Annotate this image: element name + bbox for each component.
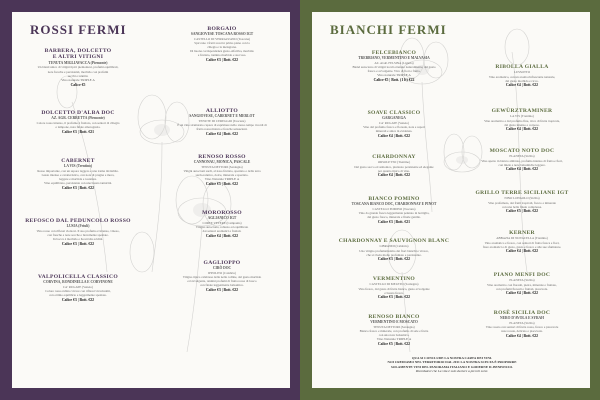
wine-producer: TENUTA MIGLIAVACCA (Piemonte) bbox=[48, 60, 108, 65]
wine-price: Calice €3 | Bott. €22 bbox=[61, 185, 95, 190]
wine-price: Calice €4 | Bott. €22 bbox=[505, 333, 539, 338]
list-item bbox=[462, 148, 582, 172]
wine-producer: LUSIA (Friuli) bbox=[66, 224, 90, 229]
wine-description: CASTELLO POMINO (Toscana) Vino da grande fresca leggermente pennato in bottiglia, dal gusto fresco, minerale e finale gentile. bbox=[358, 207, 430, 220]
wine-description: PLANETA (Sicilia) Vino aperto in bianco ambrato, profumo intenso di frutta e fiori, con miele e note balsamiche leggere. bbox=[481, 154, 563, 167]
list-item bbox=[334, 276, 454, 300]
wine-name: GEWÜRZTRAMINER bbox=[491, 108, 553, 114]
list-item bbox=[462, 190, 582, 214]
list-item bbox=[462, 272, 582, 296]
wine-name: DOLCETTO D'ALBA DOC bbox=[41, 110, 115, 116]
list-item bbox=[18, 218, 138, 247]
list-item bbox=[462, 310, 582, 339]
wine-price: Calice €5 | Bott. €22 bbox=[377, 342, 411, 347]
wine-producer: CANNONAU, MONICA, PASCALE bbox=[193, 160, 251, 165]
wine-price: Calice €4 | Bott. €22 bbox=[505, 83, 539, 88]
wine-name: CABERNET bbox=[61, 158, 95, 164]
wine-description: ORSOLETTO (Trentino) Dal gusto secco ed armonico, piuttosto persistente ed elegante per quanto tipico di vino. bbox=[354, 160, 434, 173]
wine-description: TENUTE DI CEREGGIO (Toscana) È un vino strutturato capace di esprimere nello stesso tempo ricordi di frutta rossa matura e fresche sensazioni. bbox=[177, 119, 267, 132]
wine-name: BORGAIO bbox=[207, 26, 237, 32]
white-wine-page bbox=[312, 12, 590, 388]
list-item bbox=[334, 238, 454, 262]
wine-price: Calice €4 | Bott. €22 bbox=[505, 167, 539, 172]
red-wine-page bbox=[12, 12, 290, 388]
wine-name: SOAVE CLASSICO bbox=[367, 110, 421, 116]
wine-description: CA' RUGATE (Veneto) Colore rosso rubino vivace con riflessi vivacissimi, con ottimo equilibrio e leggermente speziato. bbox=[45, 285, 111, 298]
list-item bbox=[162, 210, 282, 239]
wine-producer: SANGIOVESE, CABERNET E MERLOT bbox=[189, 114, 255, 119]
wine-producer: LA VIS (Trentino) bbox=[63, 164, 93, 169]
list-item bbox=[162, 26, 282, 63]
wine-description: Vino rosso con riflessi violacei. Il suo profumo è intenso, vinoso, con fresche e note secche e lievemente speziate. In bocca è morbido e ha un'alta acidità. bbox=[36, 229, 120, 242]
page-title: ROSSI FERMI bbox=[30, 22, 127, 37]
list-item bbox=[162, 108, 282, 137]
wine-name: GRILLO TERRE SICILIANE IGT bbox=[475, 190, 569, 196]
wine-price: Calice €3 | Bott. €22 bbox=[377, 257, 411, 262]
list-item bbox=[462, 108, 582, 132]
wine-producer: AGLIANICO IGT bbox=[207, 216, 237, 221]
wine-name: FELCEBIANCO bbox=[371, 50, 417, 56]
wine-price: Calice €4 | Bott. €22 bbox=[377, 173, 411, 178]
wine-name: PIANO MENFI DOC bbox=[493, 272, 551, 278]
wine-description: LIBRANDI (Calabria) Uno vitigno profumatissimo dai fiori bianchi e vivace, che si rivela molto profumato e persistente. bbox=[359, 244, 429, 257]
wine-name: VALPOLICELLA CLASSICO bbox=[37, 274, 119, 280]
wine-price: Calice €4 | Bott. €22 bbox=[205, 131, 239, 136]
wine-price: Calice €5 | Bott. €22 bbox=[205, 182, 239, 187]
footer-text: QUA SI CONCLUDE LA NOSTRA CARTA DEI VINI. NOI CREDIAMO NEL TERRITORIO DAL 2011 LA NOSTRA SCELTA È PROPORRE SOLAMENTE VINI DEL PANORAMA ITALIANO E GODERNE IL BENEFICIO. bbox=[387, 356, 517, 369]
wine-price: Calice €5 | Bott. €22 bbox=[505, 209, 539, 214]
wine-description: ABBAZIA DI NOVACELLA (Trentino) Vino aromatico e fresco, con sentori di frutta fresca e fiori, fiore aromatici e di gusto, gusto e fresco e alle sue sfumature. bbox=[482, 236, 562, 249]
wine-description: Un blend unico di vitigni tipici piemontesi, profumi equilibrati, note fresche e persistenti, morbido con profumi secchi e tannini. bbox=[37, 65, 119, 78]
wine-note: Vino naturale TRIPLE A bbox=[377, 73, 411, 78]
wine-producer: SANGIOVESE TOSCANA ROSSO IGT bbox=[190, 32, 254, 37]
wine-price: Calice €3 | Bott. €22 bbox=[205, 57, 239, 62]
wine-price: Calice €3 | Bott. €21 bbox=[377, 219, 411, 224]
wine-description: TENUTA DETTORI (Sardegna) Vitigni autoctoni sardi, al naso fruttato, speziato e della terra sardo-tannico, dolce, minerale e speziato. bbox=[183, 165, 261, 178]
wine-description: CASTELLO DI VERRAZZANO (Toscana) Spiccano i frutti rossi in primo piano con la ciliegia e la melagrana. Di buona corrispondenza gusto-olfattiva, morbido e fruttato, tannino morbido e succoso. bbox=[190, 37, 254, 58]
wine-producer: CIRÒ DOC bbox=[212, 266, 232, 271]
wine-name: MOROROSSO bbox=[202, 210, 242, 216]
wine-producer: TOSCANA BIANCO DOC, CHARDONNAY E PINOT bbox=[351, 202, 437, 207]
list-item bbox=[334, 314, 454, 347]
wine-note: Vino Naturale TRIPLE A bbox=[204, 177, 240, 182]
wine-price: Calice €3 | Bott. €22 bbox=[205, 287, 239, 292]
wine-producer: CORVINA, RONDINELLA E CORVINONE bbox=[43, 280, 113, 285]
wine-note: Vino Naturale TRIPLE A bbox=[376, 337, 412, 342]
wine-name: MOSCATO NOTO DOC bbox=[489, 148, 555, 154]
list-item bbox=[334, 110, 454, 139]
wine-description: TENUTA DETTORI (Sardegna) Bianco fresco e minerale, con profumo di sale e frutta con una nota balsamica. bbox=[359, 325, 429, 338]
wine-name: ALLIOTTO bbox=[205, 108, 239, 114]
wine-price: Calice €3 | Bott. €21 bbox=[61, 129, 95, 134]
wine-description: NINO LONGOLO (Sicilia) Vino profumato, dai frutti tropicali, fresco e minerale con una bella finale complessa. bbox=[488, 196, 556, 209]
list-item bbox=[462, 230, 582, 254]
list-item bbox=[334, 50, 454, 83]
list-item bbox=[18, 48, 138, 88]
list-item bbox=[334, 196, 454, 225]
wine-price: Calice €4 | Bott. €22 bbox=[205, 233, 239, 238]
wine-price: Calice €4 | Bott. €22 bbox=[377, 133, 411, 138]
wine-description: CORTE VETERE (Campania) Vitigno autoctono, robusto ed equilibrato dai sentori aromatici e fruttati. bbox=[195, 221, 249, 234]
wine-note: Vino naturale TRIPLE A bbox=[61, 77, 95, 82]
wine-name: RIBOLLA GIALLA bbox=[495, 64, 549, 70]
wine-name: CHARDONNAY E SAUVIGNON BLANC bbox=[338, 238, 450, 244]
wine-price: Calice €5 | Bott. (1 lt) €22 bbox=[373, 78, 415, 83]
wine-description: PLANETA (Sicilia) Vino aromatico con floreali, pietra, minerale e fruttato, con profumi floreali e fruttati, piacevole. bbox=[487, 278, 557, 291]
wine-price: Calice €3 | Bott. €22 bbox=[61, 297, 95, 302]
menu-footer bbox=[332, 356, 572, 374]
list-item bbox=[334, 154, 454, 178]
wine-price: Calice €5 bbox=[70, 82, 86, 87]
wine-name: REFOSCO DAL PEDUNCOLO ROSSO bbox=[25, 218, 131, 224]
wine-price: Calice €4 | Bott. €22 bbox=[505, 249, 539, 254]
wine-description: AZ. AGR. FELSINA (Liguria) Blend autoctono di vitigni locali ottenuto naturalmente, dal gusto fresco e avvolgente. Vivo di fiori e frutta. bbox=[352, 61, 436, 74]
wine-price: Calice €3 | Bott. €22 bbox=[61, 241, 95, 246]
wine-description: LA VIS (Trentino) Vino aromatico e dal profumo fine, ricco di frutta tropicale, dal gusto intenso e corposo. bbox=[484, 114, 560, 127]
wine-description: PLANETA (Sicilia) Vino rosato con sentori di frutta rossa, fresco e piacevole note rosate, delicato e piacevole. bbox=[485, 321, 559, 334]
list-item bbox=[462, 64, 582, 88]
footer-quote: Ricordatevi che La vita è solo da bere a piccoli sorsi. bbox=[415, 369, 489, 374]
list-item bbox=[18, 110, 138, 135]
wine-price: Calice €4 | Bott. €22 bbox=[505, 291, 539, 296]
wine-name: BIANCO POMINO bbox=[368, 196, 420, 202]
wine-producer: AZ. AGR. CERRETTA (Piemonte) bbox=[51, 116, 105, 121]
wine-name: ROSÈ SICILIA DOC bbox=[493, 310, 551, 316]
page-title: BIANCHI FERMI bbox=[330, 22, 447, 37]
list-item bbox=[18, 274, 138, 303]
wine-description: LUSSOTTO Vino aromatico, con un aroma rinfrescante naturale, dal gusto morbido e ricco. bbox=[488, 70, 556, 83]
list-item bbox=[162, 154, 282, 187]
wine-name: RENOSO ROSSO bbox=[198, 154, 246, 160]
right-menu-panel bbox=[300, 0, 600, 400]
list-item bbox=[18, 158, 138, 191]
wine-name: RENOSO BIANCO bbox=[368, 314, 420, 320]
wine-producer: VERMENTINO E MOSCATO bbox=[370, 320, 418, 325]
wine-producer: GARGANEGA bbox=[382, 116, 406, 121]
wine-name: BARBERA, DOLCETTO E ALTRI VITIGNI bbox=[44, 48, 112, 61]
wine-name: VERMENTINO bbox=[372, 276, 416, 282]
wine-name: KERNER bbox=[509, 230, 535, 236]
wine-price: Calice €3 | Bott. €22 bbox=[377, 295, 411, 300]
wine-description: Colore rosso intenso, il profumo è fruttato, con sentori di ciliegia e lampone, nota finale amarognola. bbox=[36, 121, 120, 130]
wine-description: IPPOLITO (Calabria) Vitigno tipico calabrese delle nelle colline, dal gusto morbido ed avvolgente, tannini profumi di frutta rossa di bosco con finale leggermente balsamico. bbox=[182, 271, 262, 288]
wine-price: Calice €4 | Bott. €22 bbox=[505, 127, 539, 132]
wine-description: CASTELLO DI MELETO (Sardegna) Vino fresco, dal gusto di frutta bianca, gusto avvolgente e buona fresca. bbox=[358, 282, 430, 295]
list-item bbox=[162, 260, 282, 293]
wine-producer: TREBBIANO, VERMENTINO E MALVASIA bbox=[358, 56, 430, 61]
wine-description: CA' RUGATE (Veneto) Vino dal profumo fresco e floreale, note e sapori minerali e anice in evidenza. bbox=[363, 121, 425, 134]
wine-description: Rosso importante, con un sapore leggero e una trama invitabile. Gusto intenso e caratteristico, con note di prugna e mora, leggere e morbide e tostatura. Vino equilibrato, persistente con una buona tannicità. bbox=[37, 169, 119, 186]
wine-name: GAGLIOPPO bbox=[203, 260, 241, 266]
wine-producer: NERO D'AVOLA E SYRAH bbox=[500, 316, 544, 321]
wine-name: CHARDONNAY bbox=[372, 154, 416, 160]
